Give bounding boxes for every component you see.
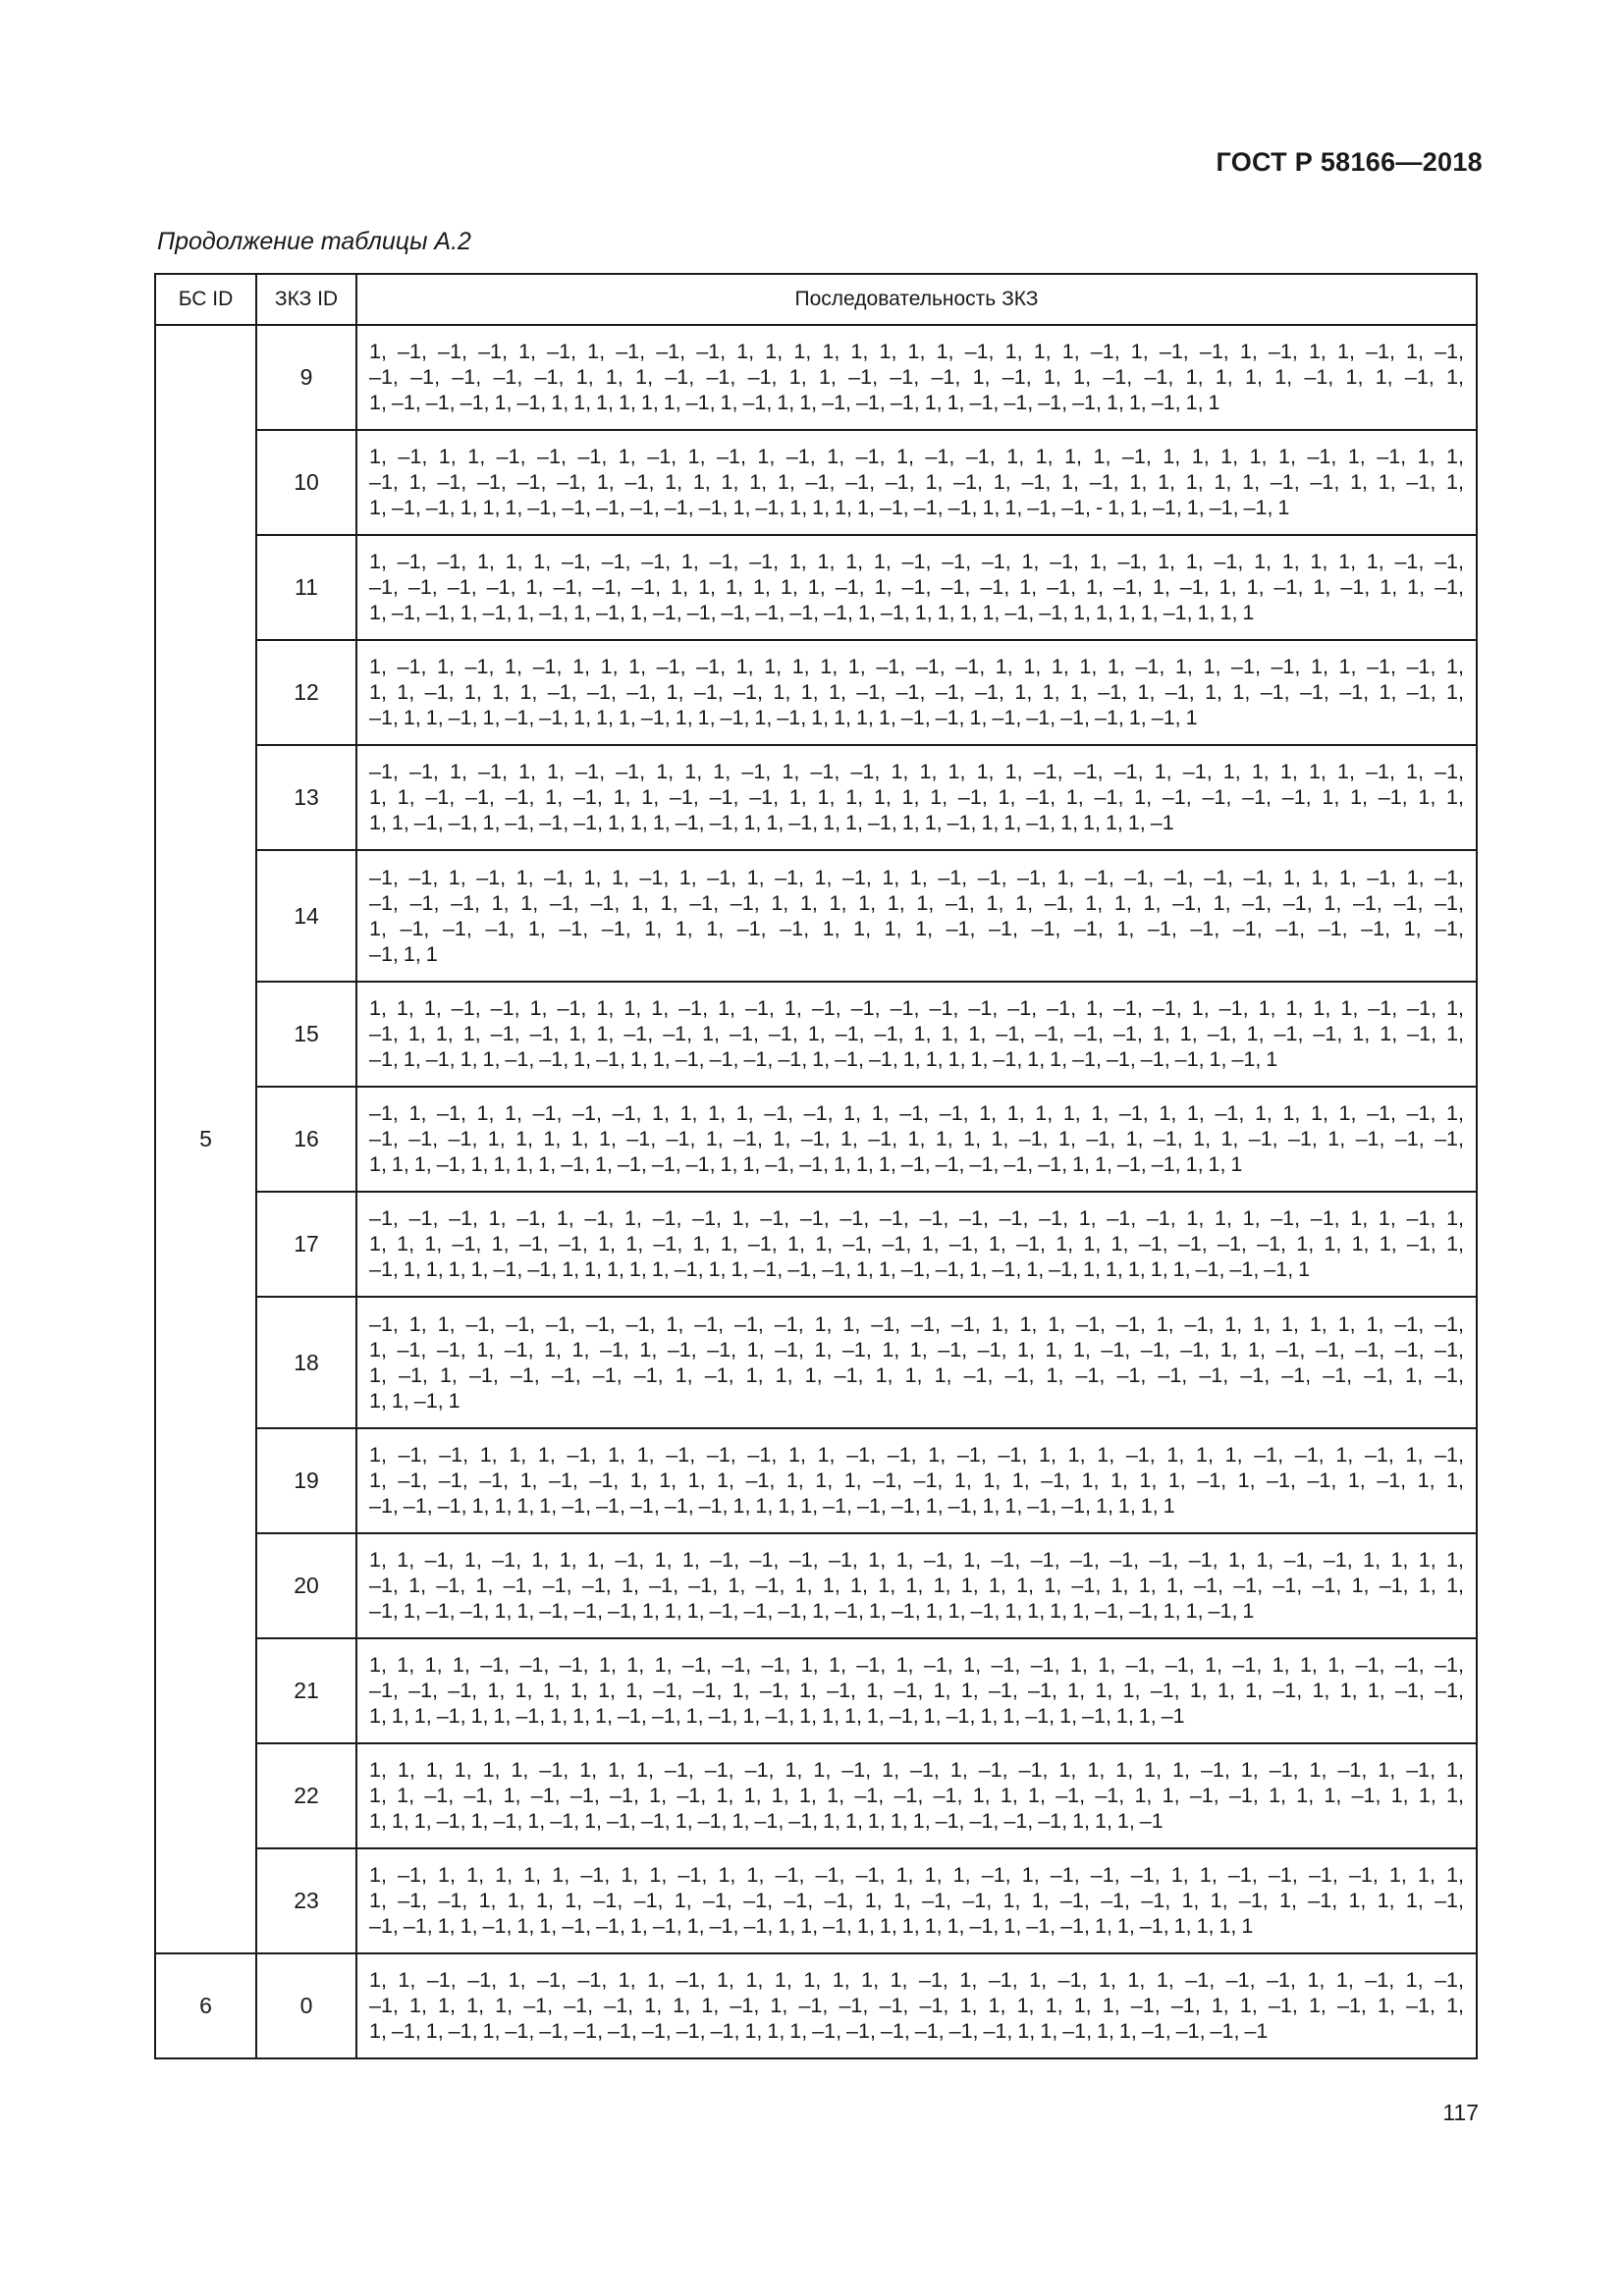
sequence-line: 1, –1, –1, 1, 1, 1, –1, –1, –1, –1, –1, –1, 1, –1, 1, 1, 1, 1, –1, –1, –1, 1, 1, –1, –1, - 1, 1, –1, 1, –1, –1, 1 <box>369 496 1290 519</box>
sequence-line: 1, –1, –1, 1, –1, 1, –1, 1, –1, 1, –1, –1, –1, –1, –1, –1, 1, –1, 1, 1, 1, 1, –1, –1, 1, 1, 1, 1, –1, 1, 1, 1 <box>369 601 1255 624</box>
table-row <box>155 1953 1477 2058</box>
sequence-line: 1, 1, –1, 1, –1, 1, 1, 1, –1, 1, 1, –1, –1, –1, –1, 1, 1, –1, 1, –1, –1, –1, –1, –1, –1, 1, 1, –1, –1, 1, 1, 1, 1, <box>369 1548 1464 1572</box>
sequence-line: –1, 1, 1 <box>369 941 438 966</box>
sequence-cell <box>356 1087 1477 1192</box>
sequence-line: 1, 1, –1, 1 <box>369 1388 460 1413</box>
sequence-line: 1, –1, –1, 1, –1, 1, 1, –1, 1, –1, –1, 1, –1, 1, –1, 1, 1, –1, –1, 1, 1, 1, –1, –1, –1, 1, 1, –1, –1, –1, –1, –1, <box>369 1337 1464 1362</box>
sequence-line: –1, –1, 1, –1, 1, 1, –1, –1, 1, 1, 1, –1, 1, –1, –1, 1, 1, 1, 1, 1, –1, –1, –1, 1, –1, 1, 1, 1, 1, 1, –1, 1, –1, <box>369 760 1464 783</box>
zkz-id-cell: 20 <box>256 1533 356 1638</box>
column-header-sequence: Последовательность ЗКЗ <box>356 274 1477 325</box>
zkz-id-cell: 0 <box>256 1953 356 2058</box>
sequence-cell <box>356 535 1477 640</box>
sequence-line: –1, –1, –1, 1, 1, 1, 1, 1, 1, –1, –1, 1, –1, 1, –1, 1, –1, 1, 1, –1, –1, 1, 1, 1, –1, 1, 1, 1, –1, 1, 1, 1, –1, –1, <box>369 1679 1464 1702</box>
table-row <box>155 325 1477 430</box>
sequence-cell <box>356 1297 1477 1428</box>
sequence-line: 1, 1, 1, –1, –1, 1, –1, 1, 1, 1, –1, 1, –1, 1, –1, –1, –1, –1, –1, –1, –1, 1, –1, –1, 1, –1, 1, 1, 1, 1, –1, –1, 1, <box>369 996 1464 1020</box>
sequence-cell <box>356 1848 1477 1953</box>
zkz-id-cell: 17 <box>256 1192 356 1297</box>
sequence-line: –1, 1, –1, 1, –1, –1, –1, 1, –1, –1, 1, –1, 1, 1, 1, 1, 1, 1, 1, 1, 1, 1, –1, 1, 1, 1, –1, –1, –1, –1, 1, –1, 1, 1, <box>369 1574 1464 1597</box>
sequence-line: 1, –1, –1, –1, 1, –1, 1, 1, 1, 1, 1, 1, –1, 1, –1, 1, 1, –1, –1, –1, 1, 1, –1, –1, –1, –1, 1, 1, –1, 1, 1 <box>369 391 1220 414</box>
sequence-line: 1, 1, –1, –1, 1, –1, –1, 1, 1, –1, 1, 1, 1, 1, 1, 1, 1, –1, 1, –1, 1, –1, 1, 1, 1, –1, –1, –1, 1, 1, –1, 1, –1, <box>369 1968 1464 1992</box>
table-row <box>155 850 1477 982</box>
sequence-line: –1, 1, –1, 1, 1, –1, –1, 1, –1, 1, 1, –1, –1, –1, –1, 1, –1, –1, 1, 1, 1, 1, –1, 1, 1, –1, –1, –1, –1, 1, –1, 1 <box>369 1047 1278 1071</box>
zkz-id-cell: 16 <box>256 1087 356 1192</box>
header-row <box>155 274 1477 325</box>
sequence-cell <box>356 640 1477 745</box>
sequence-line: 1, 1, 1, –1, 1, 1, –1, 1, 1, 1, –1, –1, 1, –1, 1, –1, 1, 1, 1, 1, –1, 1, –1, 1, 1, –1, 1, –1, 1, 1, –1 <box>369 1704 1185 1728</box>
sequence-line: –1, –1, –1, 1, 1, 1, 1, 1, –1, –1, 1, –1, 1, –1, 1, –1, 1, 1, 1, 1, –1, 1, –1, 1, –1, 1, 1, –1, –1, 1, –1, –1, –1, <box>369 1127 1464 1150</box>
standard-code: ГОСТ Р 58166—2018 <box>1216 147 1483 177</box>
table-header <box>155 274 1477 325</box>
table-row <box>155 1848 1477 1953</box>
table-caption: Продолжение таблицы А.2 <box>157 228 471 255</box>
sequence-line: –1, 1, –1, –1, –1, –1, 1, –1, 1, 1, 1, 1, 1, –1, –1, –1, 1, –1, 1, –1, 1, –1, 1, 1, 1, 1, 1, –1, –1, 1, 1, –1, 1, <box>369 470 1464 494</box>
sequence-line: 1, 1, 1, 1, 1, 1, –1, 1, 1, 1, –1, –1, –1, 1, 1, –1, 1, –1, 1, –1, –1, 1, 1, 1, 1, 1, –1, 1, –1, 1, –1, 1, –1, 1, <box>369 1758 1464 1782</box>
table-row <box>155 1743 1477 1848</box>
zkz-id-cell: 18 <box>256 1297 356 1428</box>
sequence-line: –1, –1, –1, –1, –1, 1, 1, 1, –1, –1, –1, 1, 1, –1, –1, –1, 1, –1, 1, 1, –1, –1, 1, 1, 1, 1, –1, 1, 1, –1, 1, <box>369 365 1464 389</box>
sequence-line: 1, 1, –1, –1, 1, –1, –1, –1, 1, –1, 1, 1, 1, 1, 1, –1, –1, –1, 1, 1, 1, –1, –1, 1, 1, –1, –1, 1, 1, 1, –1, 1, 1, 1, <box>369 1784 1464 1807</box>
sequence-line: 1, –1, –1, –1, 1, –1, 1, –1, –1, –1, 1, 1, 1, 1, 1, 1, 1, 1, –1, 1, 1, 1, –1, 1, –1, –1, 1, –1, 1, 1, –1, 1, –1, <box>369 340 1464 363</box>
zkz-id-cell: 12 <box>256 640 356 745</box>
sequence-line: 1, 1, 1, 1, –1, –1, –1, 1, 1, 1, –1, –1, –1, 1, 1, –1, 1, –1, 1, –1, –1, 1, 1, –1, –1, 1, –1, 1, 1, 1, –1, –1, –1, <box>369 1653 1464 1677</box>
sequence-line: 1, –1, –1, 1, 1, 1, –1, –1, –1, 1, –1, –1, 1, 1, 1, 1, –1, –1, –1, 1, –1, 1, –1, 1, 1, –1, 1, 1, 1, 1, 1, –1, –1, <box>369 550 1464 573</box>
bs-id-cell: 6 <box>155 1953 256 2058</box>
sequence-cell <box>356 1743 1477 1848</box>
sequence-line: 1, –1, 1, –1, 1, –1, –1, –1, –1, –1, –1, –1, 1, 1, 1, –1, –1, –1, –1, –1, –1, 1, 1, –1, 1, 1, –1, –1, –1, –1 <box>369 2019 1269 2043</box>
zkz-id-cell: 22 <box>256 1743 356 1848</box>
column-header-zkz-id: ЗКЗ ID <box>256 274 356 325</box>
table-row <box>155 745 1477 850</box>
table-row <box>155 430 1477 535</box>
zkz-id-cell: 14 <box>256 850 356 982</box>
sequence-cell <box>356 1638 1477 1743</box>
zkz-id-cell: 21 <box>256 1638 356 1743</box>
table-body <box>155 325 1477 2058</box>
sequence-line: 1, –1, 1, 1, –1, –1, –1, 1, –1, 1, –1, 1, –1, 1, –1, 1, –1, –1, 1, 1, 1, 1, –1, 1, 1, 1, 1, 1, –1, 1, –1, 1, 1, <box>369 445 1464 468</box>
table-row <box>155 1192 1477 1297</box>
sequence-cell <box>356 745 1477 850</box>
table-row <box>155 535 1477 640</box>
table-row <box>155 1638 1477 1743</box>
sequence-line: 1, 1, 1, –1, 1, 1, 1, 1, –1, 1, –1, –1, –1, 1, 1, –1, –1, 1, 1, 1, –1, –1, –1, –1, –1, 1, 1, –1, –1, 1, 1, 1 <box>369 1152 1243 1176</box>
sequence-line: 1, –1, –1, –1, 1, –1, –1, 1, 1, 1, 1, –1, 1, 1, 1, –1, –1, 1, 1, 1, –1, 1, 1, 1, 1, –1, 1, –1, –1, 1, –1, 1, 1, <box>369 1468 1464 1492</box>
sequence-cell <box>356 1953 1477 2058</box>
zkz-id-cell: 15 <box>256 982 356 1087</box>
sequence-line: –1, 1, –1, 1, 1, –1, –1, –1, 1, 1, 1, 1, –1, –1, 1, 1, –1, –1, 1, 1, 1, 1, 1, –1, 1, 1, –1, 1, 1, 1, 1, –1, –1, 1, <box>369 1101 1464 1125</box>
sequence-line: 1, 1, –1, –1, 1, –1, –1, –1, 1, 1, 1, –1, –1, 1, 1, –1, 1, 1, –1, 1, 1, –1, 1, 1, –1, 1, 1, 1, 1, –1 <box>369 811 1174 834</box>
table-row <box>155 640 1477 745</box>
sequence-line: –1, 1, 1, 1, –1, –1, 1, 1, –1, –1, 1, –1, –1, 1, –1, –1, 1, 1, 1, –1, –1, –1, –1, 1, 1, –1, 1, –1, –1, 1, 1, –1, 1, <box>369 1022 1464 1045</box>
sequence-cell <box>356 982 1477 1087</box>
zkz-id-cell: 11 <box>256 535 356 640</box>
sequence-cell <box>356 430 1477 535</box>
bs-id-cell: 5 <box>155 325 256 1953</box>
sequence-line: –1, 1, 1, 1, 1, –1, –1, –1, 1, 1, 1, –1, 1, –1, –1, –1, –1, 1, 1, 1, 1, 1, 1, –1, –1, 1, 1, –1, 1, –1, 1, –1, 1, <box>369 1994 1464 2017</box>
sequence-line: 1, –1, –1, –1, 1, –1, –1, 1, 1, 1, –1, –1, 1, 1, 1, 1, –1, –1, –1, –1, 1, –1, –1, –1, –1, –1, –1, 1, –1, <box>369 916 1464 940</box>
sequence-line: 1, 1, 1, –1, 1, –1, –1, 1, 1, –1, 1, 1, –1, 1, 1, –1, –1, 1, –1, 1, –1, 1, 1, 1, –1, –1, –1, –1, 1, 1, 1, 1, –1, 1, <box>369 1232 1464 1255</box>
sequence-line: –1, –1, 1, 1, –1, 1, 1, –1, –1, 1, –1, 1, –1, –1, 1, 1, –1, 1, 1, 1, 1, 1, –1, 1, –1, –1, 1, 1, –1, 1, 1, 1, 1 <box>369 1914 1254 1938</box>
sequence-line: –1, –1, –1, 1, 1, 1, 1, –1, –1, –1, –1, –1, 1, 1, 1, 1, –1, –1, –1, 1, –1, 1, 1, –1, –1, 1, 1, 1, 1 <box>369 1494 1175 1518</box>
table-row <box>155 1087 1477 1192</box>
column-header-bs-id: БС ID <box>155 274 256 325</box>
page-number: 117 <box>1442 2100 1479 2125</box>
zkz-id-cell: 23 <box>256 1848 356 1953</box>
sequence-cell <box>356 850 1477 982</box>
zkz-id-cell: 13 <box>256 745 356 850</box>
table-row <box>155 982 1477 1087</box>
sequence-line: 1, –1, 1, –1, 1, –1, 1, 1, 1, –1, –1, 1, 1, 1, 1, 1, –1, –1, –1, 1, 1, 1, 1, 1, –1, 1, 1, –1, –1, 1, 1, –1, –1, 1, <box>369 655 1464 678</box>
zkz-id-cell: 9 <box>256 325 356 430</box>
sequence-line: –1, –1, 1, –1, 1, –1, 1, 1, –1, 1, –1, 1, –1, 1, –1, 1, 1, –1, –1, –1, 1, –1, –1, –1, –1, –1, 1, 1, 1, –1, 1, –1, <box>369 865 1464 889</box>
sequence-line: –1, 1, 1, –1, –1, –1, –1, –1, 1, –1, –1, –1, 1, 1, –1, –1, –1, 1, 1, 1, –1, –1, 1, –1, 1, 1, 1, 1, 1, 1, –1, –1, <box>369 1311 1464 1336</box>
sequence-line: 1, –1, –1, 1, 1, 1, –1, 1, 1, –1, –1, –1, 1, 1, –1, –1, 1, –1, –1, 1, 1, 1, –1, 1, 1, 1, –1, –1, 1, –1, 1, –1, <box>369 1443 1464 1467</box>
sequence-line: –1, –1, –1, –1, 1, –1, –1, –1, 1, 1, 1, 1, 1, 1, –1, 1, –1, –1, –1, 1, –1, 1, –1, 1, –1, 1, 1, –1, 1, –1, 1, 1, –1, <box>369 575 1464 599</box>
sequence-line: –1, –1, –1, 1, 1, –1, –1, 1, 1, –1, –1, 1, 1, 1, 1, 1, 1, –1, 1, 1, –1, 1, 1, 1, –1, 1, –1, –1, 1, –1, –1, –1, <box>369 890 1464 915</box>
sequence-cell <box>356 1192 1477 1297</box>
sequence-line: –1, 1, 1, –1, 1, –1, –1, 1, 1, 1, –1, 1, 1, –1, 1, –1, 1, 1, 1, 1, –1, –1, 1, –1, –1, –1, –1, 1, –1, 1 <box>369 706 1198 729</box>
sequence-line: 1, 1, –1, –1, –1, 1, –1, 1, 1, –1, –1, –1, 1, 1, 1, 1, 1, 1, –1, 1, –1, 1, –1, 1, –1, –1, –1, –1, 1, 1, –1, 1, 1, <box>369 785 1464 809</box>
sequence-line: –1, 1, –1, –1, 1, 1, –1, –1, –1, 1, 1, 1, –1, –1, –1, 1, –1, 1, –1, 1, 1, –1, 1, 1, 1, 1, –1, –1, 1, 1, –1, 1 <box>369 1599 1255 1623</box>
sequence-line: –1, 1, 1, 1, 1, –1, –1, 1, 1, 1, 1, 1, –1, 1, 1, –1, –1, –1, 1, 1, –1, –1, 1, –1, 1, –1, 1, 1, 1, 1, 1, –1, –1, –1, 1 <box>369 1257 1311 1281</box>
table-row <box>155 1297 1477 1428</box>
sequence-line: 1, –1, 1, –1, –1, –1, –1, –1, 1, –1, 1, 1, 1, –1, 1, 1, 1, –1, –1, 1, –1, –1, –1, –1, –1, –1, –1, –1, 1, –1, <box>369 1362 1464 1387</box>
zkz-id-cell: 10 <box>256 430 356 535</box>
sequence-line: –1, –1, –1, 1, –1, 1, –1, 1, –1, –1, 1, –1, –1, –1, –1, –1, –1, –1, –1, 1, –1, –1, 1, 1, 1, –1, –1, 1, 1, –1, 1, <box>369 1206 1464 1230</box>
sequence-cell <box>356 1533 1477 1638</box>
table-row <box>155 1428 1477 1533</box>
sequence-table <box>154 273 1478 2059</box>
table-row <box>155 1533 1477 1638</box>
sequence-line: 1, –1, 1, 1, 1, 1, 1, –1, 1, 1, –1, 1, 1, –1, –1, –1, 1, 1, 1, –1, 1, –1, –1, –1, 1, 1, –1, –1, –1, –1, 1, 1, 1, <box>369 1863 1464 1887</box>
zkz-id-cell: 19 <box>256 1428 356 1533</box>
sequence-line: 1, –1, –1, 1, 1, 1, 1, –1, –1, 1, –1, –1, –1, –1, 1, 1, –1, –1, 1, 1, –1, –1, –1, 1, 1, –1, 1, –1, 1, 1, 1, –1, <box>369 1889 1464 1912</box>
sequence-cell <box>356 1428 1477 1533</box>
sequence-line: 1, 1, 1, –1, 1, –1, 1, –1, 1, –1, –1, 1, –1, 1, –1, –1, 1, 1, 1, 1, 1, –1, –1, –1, –1, 1, 1, 1, –1 <box>369 1809 1164 1833</box>
sequence-line: 1, 1, –1, 1, 1, 1, –1, –1, –1, 1, –1, –1, 1, 1, 1, –1, –1, –1, –1, 1, 1, 1, –1, 1, –1, 1, 1, –1, –1, –1, 1, –1, 1, <box>369 680 1464 704</box>
sequence-cell <box>356 325 1477 430</box>
